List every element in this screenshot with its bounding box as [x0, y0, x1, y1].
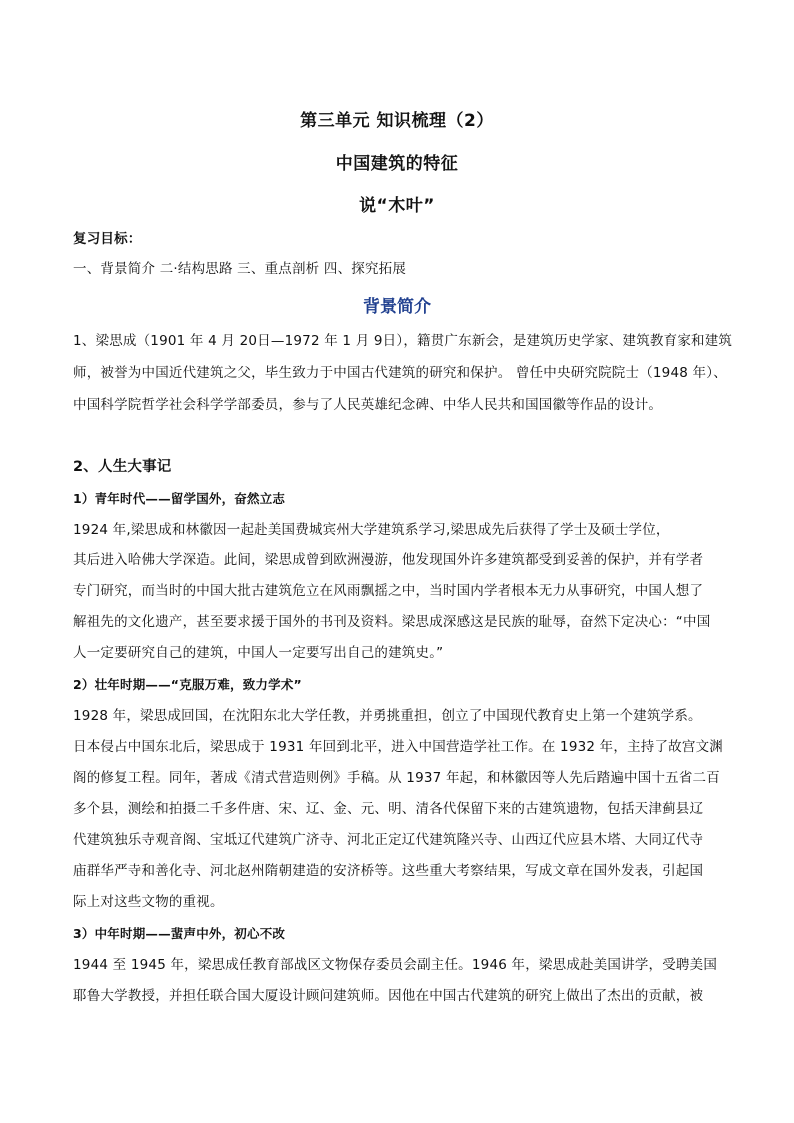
goals-label: 复习目标：: [73, 231, 142, 247]
period2-line: 1928 年，梁思成回国，在沈阳东北大学任教，并勇挑重担，创立了中国现代教育史上第一个建筑学系。: [73, 708, 702, 724]
para1-line: 1、梁思成（1901 年 4 月 20日—1972 年 1 月 9日），籍贯广东新会，是建筑历史学家、建筑教育家和建筑: [73, 333, 733, 349]
life-heading: 2、人生大事记: [73, 459, 172, 475]
period1-line: 其后进入哈佛大学深造。此间，梁思成曾到欧洲漫游，他发现国外许多建筑都受到妥善的保护，并有学者: [73, 552, 704, 568]
period1-line: 解祖先的文化遗产，甚至要求援于国外的书刊及资料。梁思成深感这是民族的耻辱，奋然下定决心：“中国: [73, 614, 711, 630]
lesson-subtitle: 说“木叶”: [359, 196, 435, 216]
period2-line: 日本侵占中国东北后，梁思成于 1931 年回到北平，进入中国营造学社工作。在 1932 年，主持了故宫文渊: [73, 739, 723, 755]
period1-line: 专门研究，而当时的中国大批古建筑危立在风雨飘摇之中，当时国内学者根本无力从事研究，中国人想了: [73, 583, 704, 599]
para1-line: 师，被誉为中国近代建筑之父，毕生致力于中国古代建筑的研究和保护。 曾任中央研究院院士（1948 年）、: [73, 365, 727, 381]
period2-line: 阁的修复工程。同年，著成《清式营造则例》手稿。从 1937 年起，和林徽因等人先后踏遍中国十五省二百: [73, 770, 720, 786]
period1-heading: 1）青年时代——留学国外，奋然立志: [73, 491, 286, 506]
period1-line: 人一定要研究自己的建筑，中国人一定要写出自己的建筑史。”: [73, 645, 444, 661]
period2-line: 代建筑独乐寺观音阁、宝坻辽代建筑广济寺、河北正定辽代建筑隆兴寺、山西辽代应县木塔、大同辽代寺: [73, 832, 704, 848]
goals-line: 一、背景简介 二·结构思路 三、重点剖析 四、探究拓展: [73, 261, 407, 277]
period3-line: 1944 至 1945 年，梁思成任教育部战区文物保存委员会副主任。1946 年，梁思成赴美国讲学，受聘美国: [73, 957, 718, 973]
period3-heading: 3）中年时期——蜚声中外，初心不改: [73, 926, 286, 941]
period2-heading: 2）壮年时期——“克服万难，致力学术”: [73, 677, 302, 692]
period3-line: 耶鲁大学教授，并担任联合国大厦设计顾问建筑师。因他在中国古代建筑的研究上做出了杰出的贡献，被: [73, 988, 704, 1004]
period2-line: 庙群华严寺和善化寺、河北赵州隋朝建造的安济桥等。这些重大考察结果，写成文章在国外发表，引起国: [73, 863, 704, 879]
lesson-title: 中国建筑的特征: [335, 154, 459, 174]
section-heading-background: 背景简介: [363, 297, 431, 317]
para1-line: 中国科学院哲学社会科学学部委员，参与了人民英雄纪念碑、中华人民共和国国徽等作品的设计。: [73, 397, 663, 413]
period2-line: 多个县，测绘和拍摄二千多件唐、宋、辽、金、元、明、清各代保留下来的古建筑遗物，包括天津蓟县辽: [73, 801, 704, 817]
period1-line: 1924 年,梁思成和林徽因一起赴美国费城宾州大学建筑系学习,梁思成先后获得了学士及硕士学位，: [73, 522, 670, 538]
unit-title: 第三单元 知识梳理（2）: [300, 111, 494, 131]
period2-line: 际上对这些文物的重视。: [73, 894, 224, 910]
